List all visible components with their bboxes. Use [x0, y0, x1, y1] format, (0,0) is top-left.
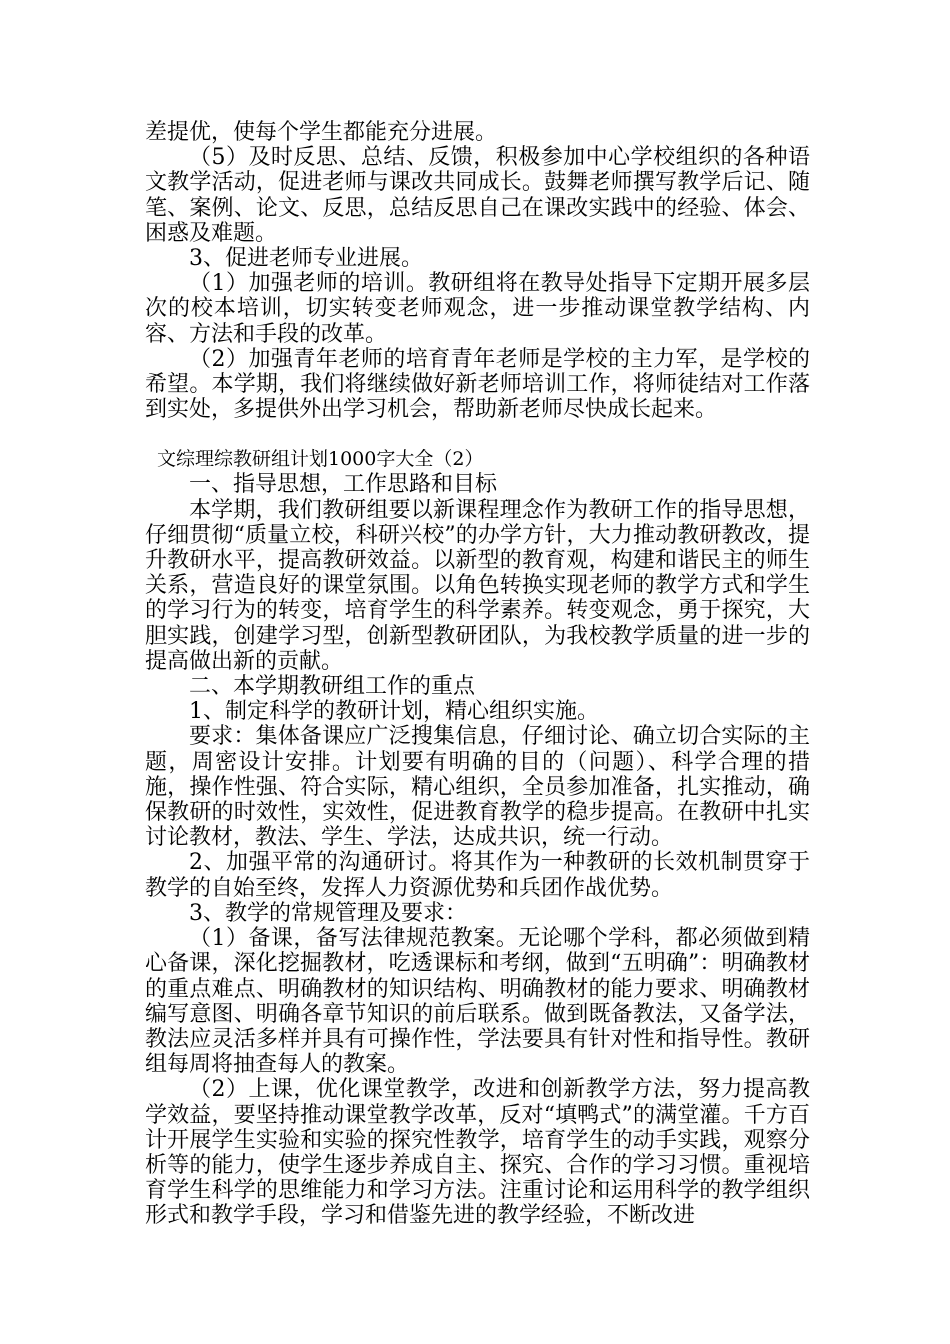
- paragraph: 本学期，我们教研组要以新课程理念作为教研工作的指导思想，仔细贯彻“质量立校，科研兴校”的办学方针，大力推动教研教改，提升教研水平，提高教研效益。以新型的教育观，构建和谐民主的师生关系，营造良好的课堂氛围。以角色转换实现老师的教学方式和学生的学习行为的转变，培育学生的科学素养。转变观念，勇于探究，大胆实践，创建学习型，创新型教研团队，为我校教学质量的进一步的提高做出新的贡献。: [145, 497, 810, 674]
- paragraph: （5）及时反思、总结、反馈，积极参加中心学校组织的各种语文教学活动，促进老师与课改共同成长。鼓舞老师撰写教学后记、随笔、案例、论文、反思，总结反思自己在课改实践中的经验、体会、困惑及难题。: [145, 145, 810, 246]
- paragraph: 一、指导思想，工作思路和目标: [189, 472, 498, 498]
- paragraph: 要求：集体备课应广泛搜集信息，仔细讨论、确立切合实际的主题，周密设计安排。计划要有明确的目的（问题）、科学合理的措施，操作性强、符合实际，精心组织，全员参加准备，扎实推动，确保教研的时效性，实效性，促进教育教学的稳步提高。在教研中扎实讨论教材，教法、学生、学法，达成共识，统一行动。: [145, 724, 810, 851]
- paragraph: 差提优，使每个学生都能充分进展。: [145, 120, 498, 145]
- section-gap: [145, 422, 810, 447]
- paragraph: 3、促进老师专业进展。: [189, 246, 423, 272]
- paragraph: 2、加强平常的沟通研讨。将其作为一种教研的长效机制贯穿于教学的自始至终，发挥人力资源优势和兵团作战优势。: [145, 850, 810, 901]
- paragraph: （1）加强老师的培训。教研组将在教导处指导下定期开展多层次的校本培训，切实转变老师观念，进一步推动课堂教学结构、内容、方法和手段的改革。: [145, 271, 810, 347]
- paragraph: （2）上课，优化课堂教学，改进和创新教学方法，努力提高教学效益，要坚持推动课堂教学改革，反对“填鸭式”的满堂灌。千方百计开展学生实验和实验的探究性教学，培育学生的动手实践，观察分析等的能力，使学生逐步养成自主、探究、合作的学习习惯。重视培育学生科学的思维能力和学习方法。注重讨论和运用科学的教学组织形式和教学手段，学习和借鉴先进的教学经验，不断改进: [145, 1077, 810, 1229]
- section-title: 文综理综教研组计划1000字大全（2）: [157, 448, 484, 471]
- bottom-section: [145, 472, 810, 1228]
- paragraph: （1）备课，备写法律规范教案。无论哪个学科，都必须做到精心备课，深化挖掘教材，吃透课标和考纲，做到“五明确”：明确教材的重点难点、明确教材的知识结构、明确教材的能力要求、明确教材编写意图、明确各章节知识的前后联系。做到既备教法，又备学法，教法应灵活多样并具有可操作性，学法要具有针对性和指导性。教研组每周将抽查每人的教案。: [145, 926, 810, 1078]
- document-page: [145, 120, 810, 1229]
- top-section: [145, 120, 810, 422]
- paragraph: 二、本学期教研组工作的重点: [189, 674, 476, 700]
- paragraph: 3、教学的常规管理及要求：: [189, 900, 467, 926]
- paragraph: 1、制定科学的教研计划，精心组织实施。: [189, 699, 599, 725]
- paragraph: （2）加强青年老师的培育青年老师是学校的主力军，是学校的希望。本学期，我们将继续做好新老师培训工作，将师徒结对工作落到实处，多提供外出学习机会，帮助新老师尽快成长起来。: [145, 346, 810, 423]
